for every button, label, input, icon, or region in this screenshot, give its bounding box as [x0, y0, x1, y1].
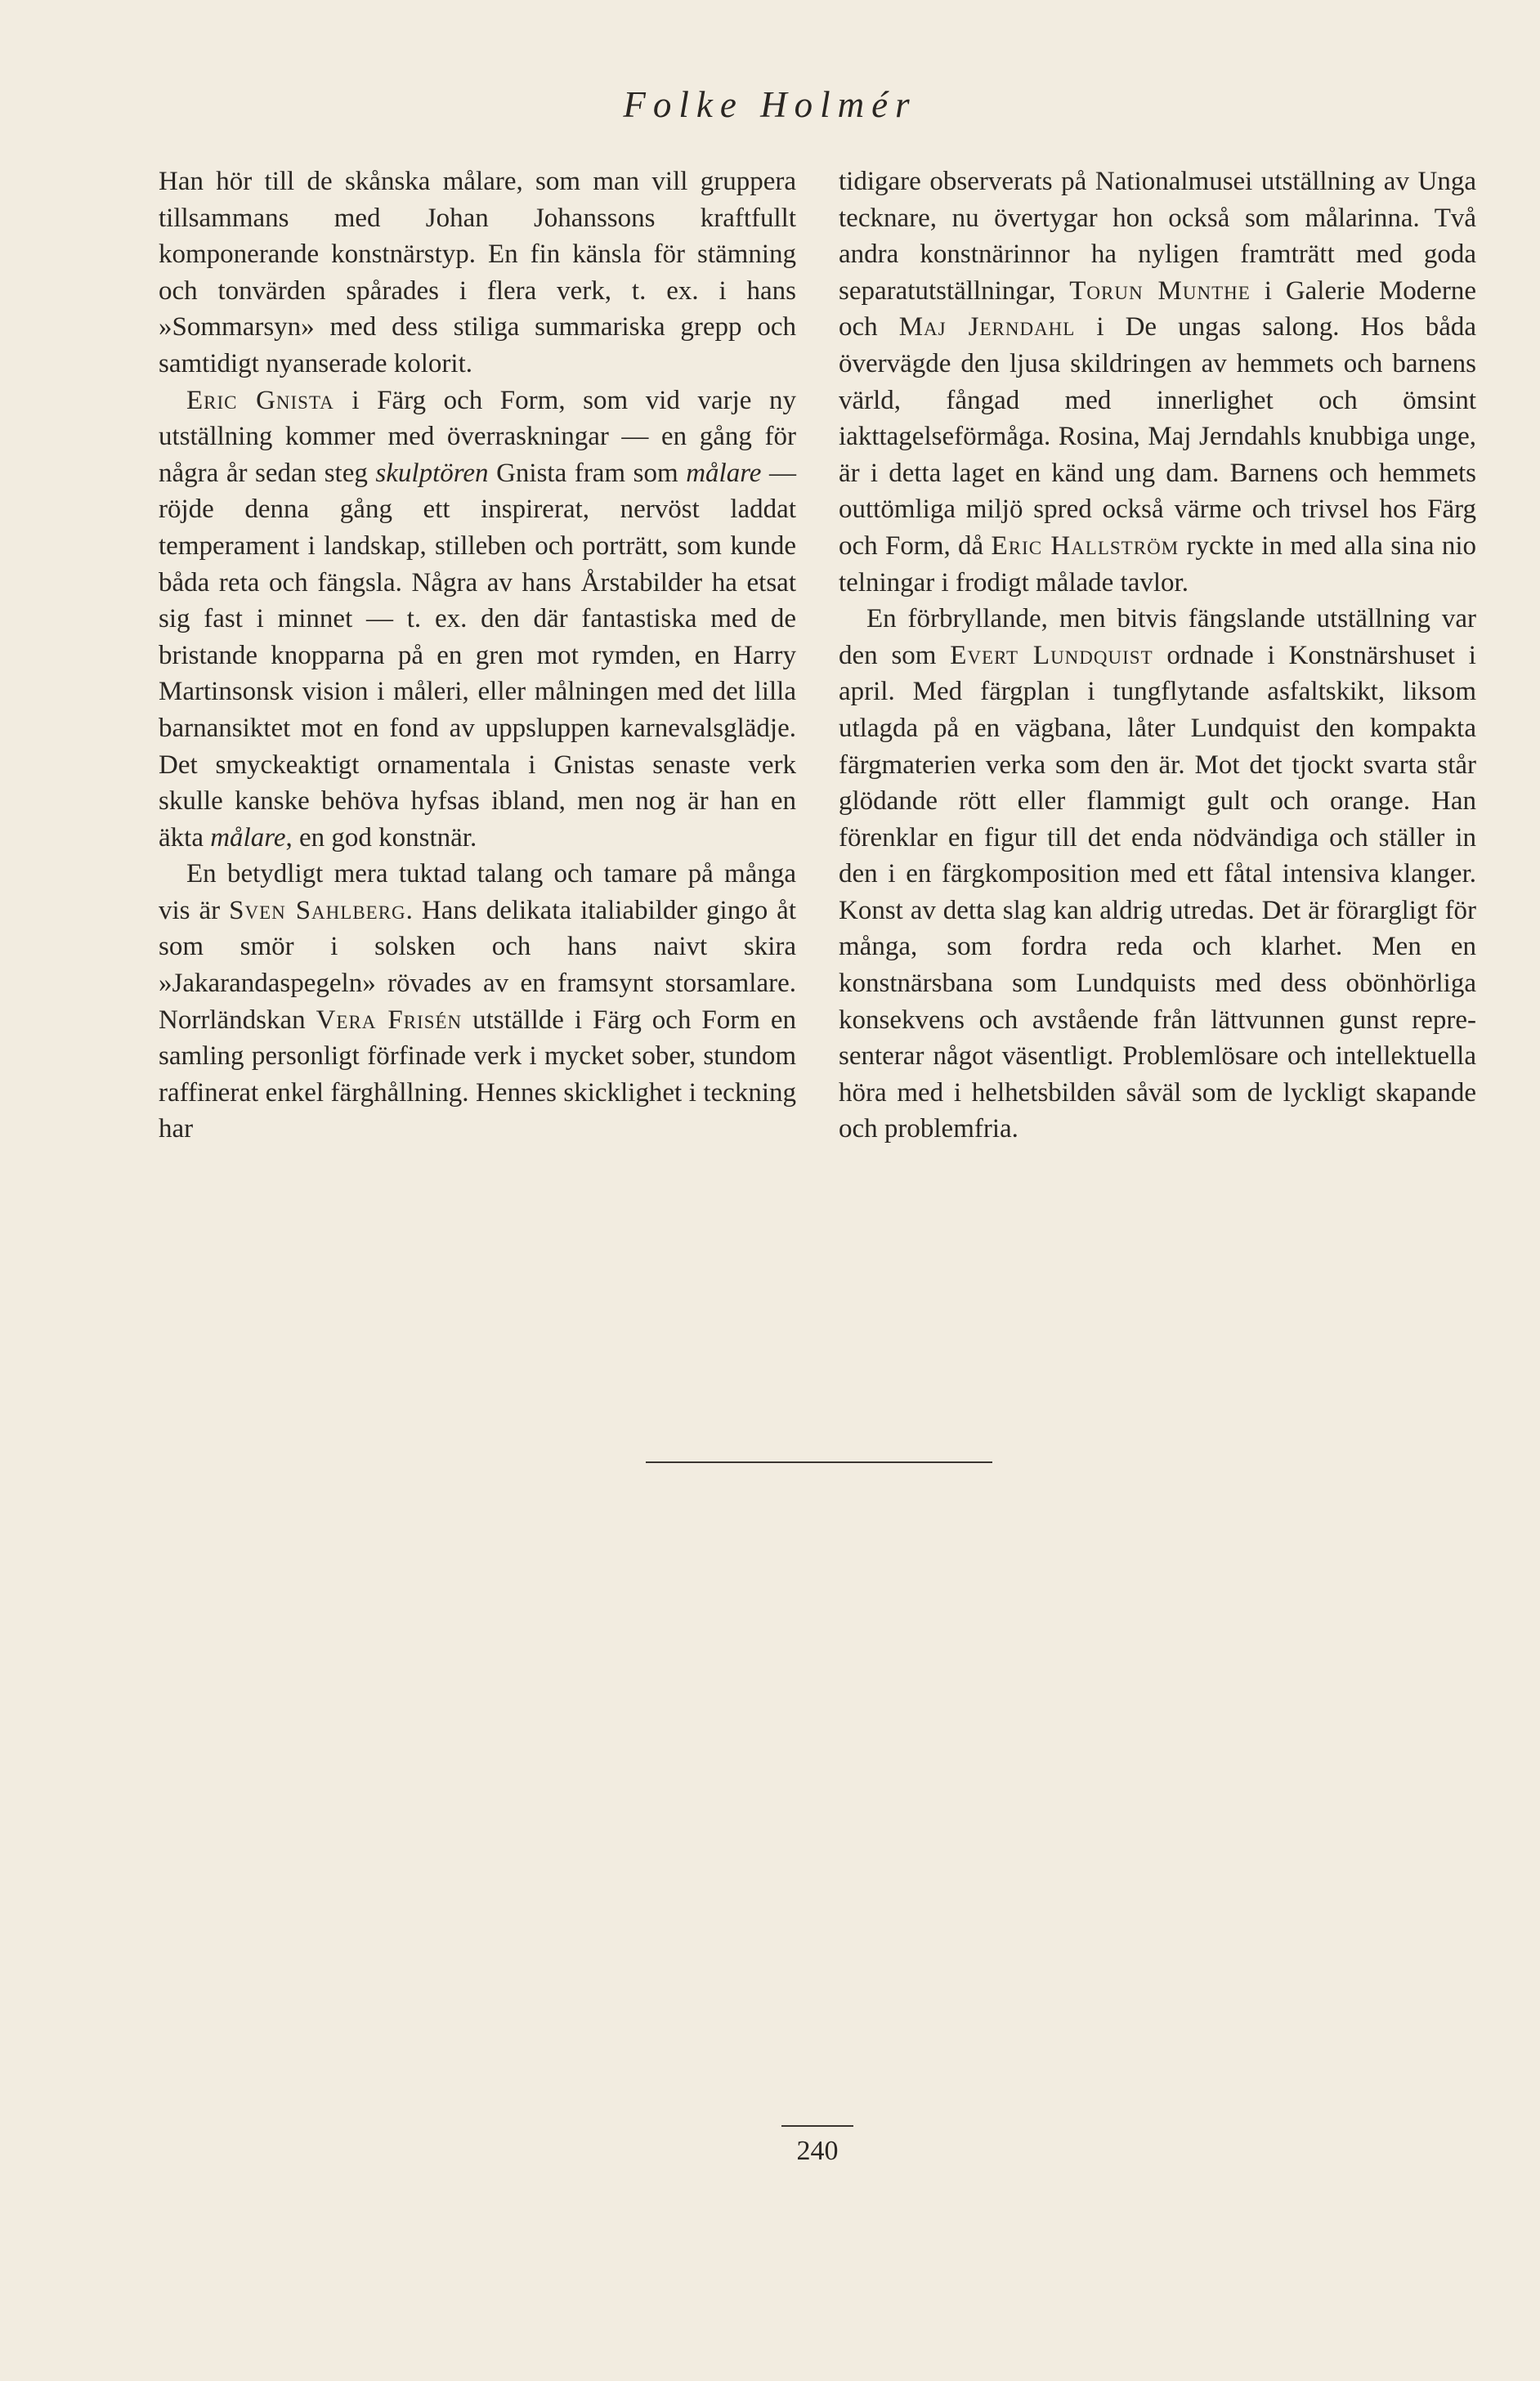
paragraph: En betydligt mera tuktad talang och tamare på många vis är Sven Sahlberg. Hans delikata italiabilder gingo åt som smör i solsken och hans naivt skira »Jakarandaspegeln» rövades av en framsynt storsamlare. Norrländskan Vera Frisén utställde i Färg och Form en samling personligt förfinade verk i mycket sober, stundom raffinerat enkel färghållning. Hennes skicklighet i teckning har [159, 859, 796, 1144]
artist-name: Maj Jerndahl [898, 312, 1076, 342]
emphasis: skulptören [375, 458, 489, 488]
running-title: Folke Holmér [623, 84, 917, 125]
page-number: 240 [796, 2136, 839, 2166]
paragraph: tidigare observerats på Nationalmusei utställning av Unga tecknare, nu övertygar hon också som målarinna. Två andra konstnärinnor ha nyligen framträtt med goda separatutställningar, Torun Munthe i Galerie Moderne och Maj Jerndahl i De ungas salong. Hos båda övervägde den ljusa skildringen av hemmets och barnens värld, fångad med innerlighet och ömsint iakttagelseförmåga. Rosina, Maj Jerndahls knubbiga unge, är i detta laget en känd ung dam. Barnens och hemmets outtömliga miljö spred också värme och trivsel hos Färg och Form, då Eric Hallström ryckte in med alla sina nio telningar i frodigt målade tavlor. [839, 167, 1477, 597]
artist-name: Evert Lundquist [950, 640, 1153, 670]
left-column [159, 163, 796, 1148]
emphasis: målare [686, 458, 762, 488]
right-column [839, 163, 1476, 1148]
artist-name: Vera Frisén [316, 1005, 463, 1035]
page-number-rule [781, 2125, 853, 2127]
paragraph: En förbryllande, men bitvis fängslande utställning var den som Evert Lundquist ordnade i Konstnärshuset i april. Med färgplan i tungflytande asfaltskikt, liksom utlagda på en vägbana, låter Lundquist den kompakta färgmaterien verka som den är. Mot det tjockt svarta står glödande rött eller flammigt gult och orange. Han förenklar en figur till det enda nödvändiga och ställer in den i en färgkomposition med ett fåtal intensiva klanger. Konst av detta slag kan aldrig utredas. Det är förargligt för många, som fordra reda och klarhet. Men en konstnärsbana som Lundquists med dess obönhörliga konsekvens och avstående från lättvunnen gunst representerar något väsentligt. Problemlösare och intellektuella höra med i helhetsbilden såväl som de lyckligt skapande och problemfria. [839, 604, 1476, 1144]
section-divider [646, 1461, 992, 1463]
artist-name: Torun Munthe [1069, 275, 1251, 306]
artist-name: Eric Gnista [186, 385, 334, 415]
paragraph: Han hör till de skånska målare, som man vill gruppera tillsammans med Johan Johanssons kraftfullt komponerande konstnärstyp. En fin känsla för stämning och tonvärden spårades i flera verk, t. ex. i hans »Sommarsyn» med dess stiliga summariska grepp och samtidigt nyanserade kolorit. [159, 167, 796, 378]
emphasis: målare [210, 822, 286, 853]
paragraph: Eric Gnista i Färg och Form, som vid varje ny utställning kommer med överraskningar — en gång för några år sedan steg skulptören Gnista fram som målare — röjde denna gång ett inspirerat, nervöst laddat temperament i landskap, stilleben och porträtt, som kunde båda reta och fängsla. Några av hans Årstabilder ha etsat sig fast i minnet — t. ex. den där fantastiska med de bristande knopparna på en gren mot rymden, en Harry Martinsonsk vision i måleri, eller målningen med det lilla barnansiktet mot en fond av uppsluppen karnevalsglädje. Det smyckeaktigt ornamentala i Gnistas senaste verk skulle kanske behöva hyfsas ibland, men nog är han en äkta målare, en god konstnär. [159, 385, 797, 853]
artist-name: Eric Hallström [991, 530, 1180, 561]
artist-name: Sven Sahlberg [229, 895, 406, 925]
